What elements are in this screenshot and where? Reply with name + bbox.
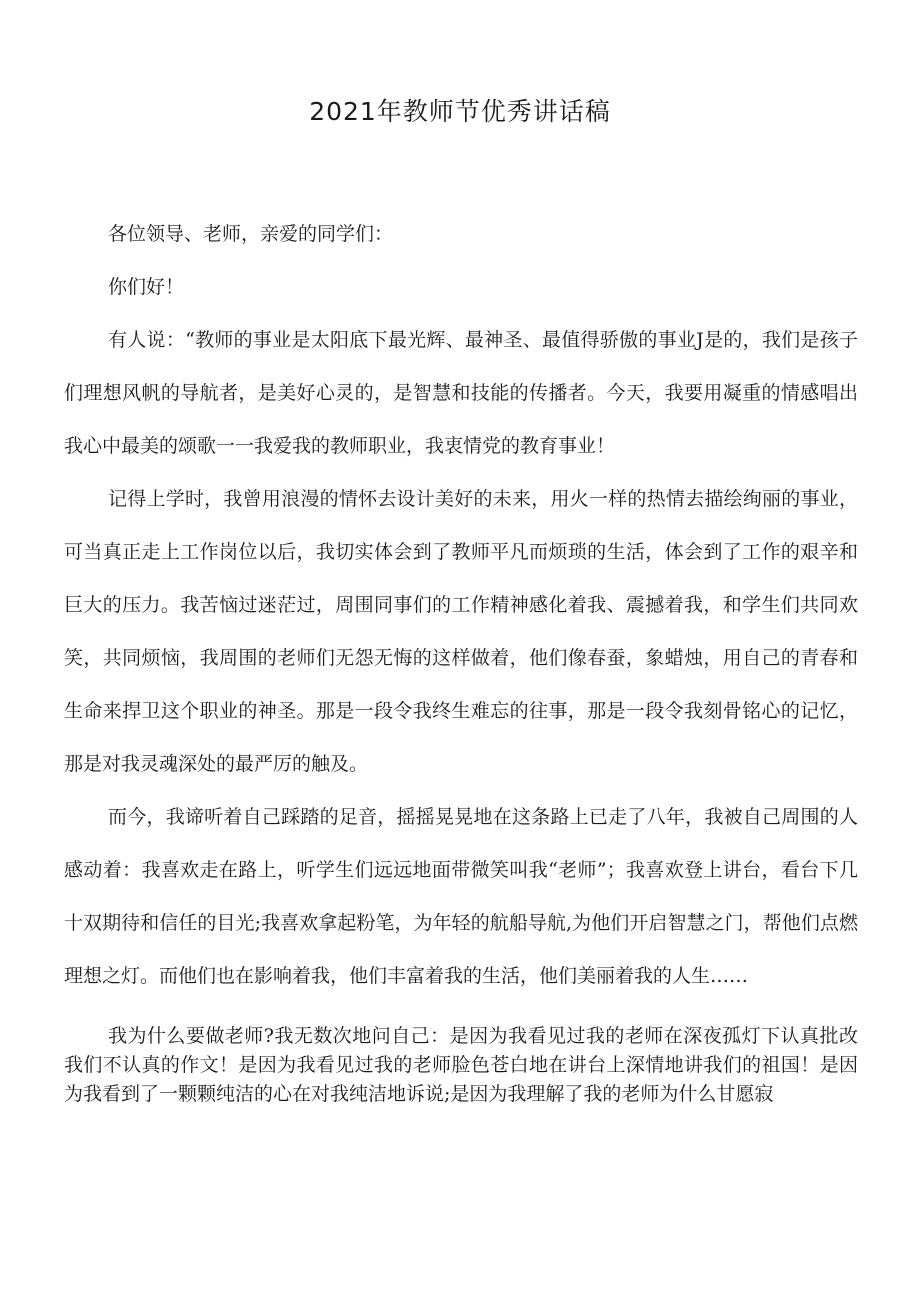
body-paragraph-3: 而今，我谛听着自己踩踏的足音，摇摇晃晃地在这条路上已走了八年，我被自己周围的人感动着：我喜欢走在路上，听学生们远远地面带微笑叫我“老师”；我喜欢登上讲台，看台下几十双期待和信任的目光;我喜欢拿起粉笔，为年轻的航船导航,为他们开启智慧之门，帮他们点燃理想之灯。而他们也在影响着我，他们丰富着我的生活，他们美丽着我的人生…… (64, 806, 858, 987)
body-paragraph-4: 我为什么要做老师?我无数次地问自己：是因为我看见过我的老师在深夜孤灯下认真批改我们不认真的作文！是因为我看见过我的老师脸色苍白地在讲台上深情地讲我们的祖国！是因为我看到了一颗颗纯洁的心在对我纯洁地诉说;是因为我理解了我的老师为什么甘愿寂 (64, 1025, 858, 1105)
document-title: 2021年教师节优秀讲话稿 (309, 97, 611, 126)
greeting-paragraph: 你们好！ (108, 276, 185, 298)
body-paragraph-1: 有人说：“教师的事业是太阳底下最光辉、最神圣、最值得骄傲的事业J是的，我们是孩子们理想风帆的导航者，是美好心灵的，是智慧和技能的传播者。今天，我要用凝重的情感唱出我心中最美的颂歌一一我爱我的教师职业，我衷情党的教育事业！ (64, 329, 858, 457)
body-paragraph-2: 记得上学时，我曾用浪漫的情怀去设计美好的未来，用火一样的热情去描绘绚丽的事业，可当真正走上工作岗位以后，我切实体会到了教师平凡而烦琐的生活，体会到了工作的艰辛和巨大的压力。我苦恼过迷茫过，周围同事们的工作精神感化着我、震撼着我，和学生们共同欢笑，共同烦恼，我周围的老师们无怨无悔的这样做着，他们像春蚕，象蜡烛，用自己的青春和生命来捍卫这个职业的神圣。那是一段令我终生难忘的往事，那是一段令我刻骨铭心的记忆，那是对我灵魂深处的最严厉的触及。 (64, 488, 858, 775)
document-body (64, 208, 858, 1109)
salutation-paragraph: 各位领导、老师，亲爱的同学们： (108, 223, 394, 245)
